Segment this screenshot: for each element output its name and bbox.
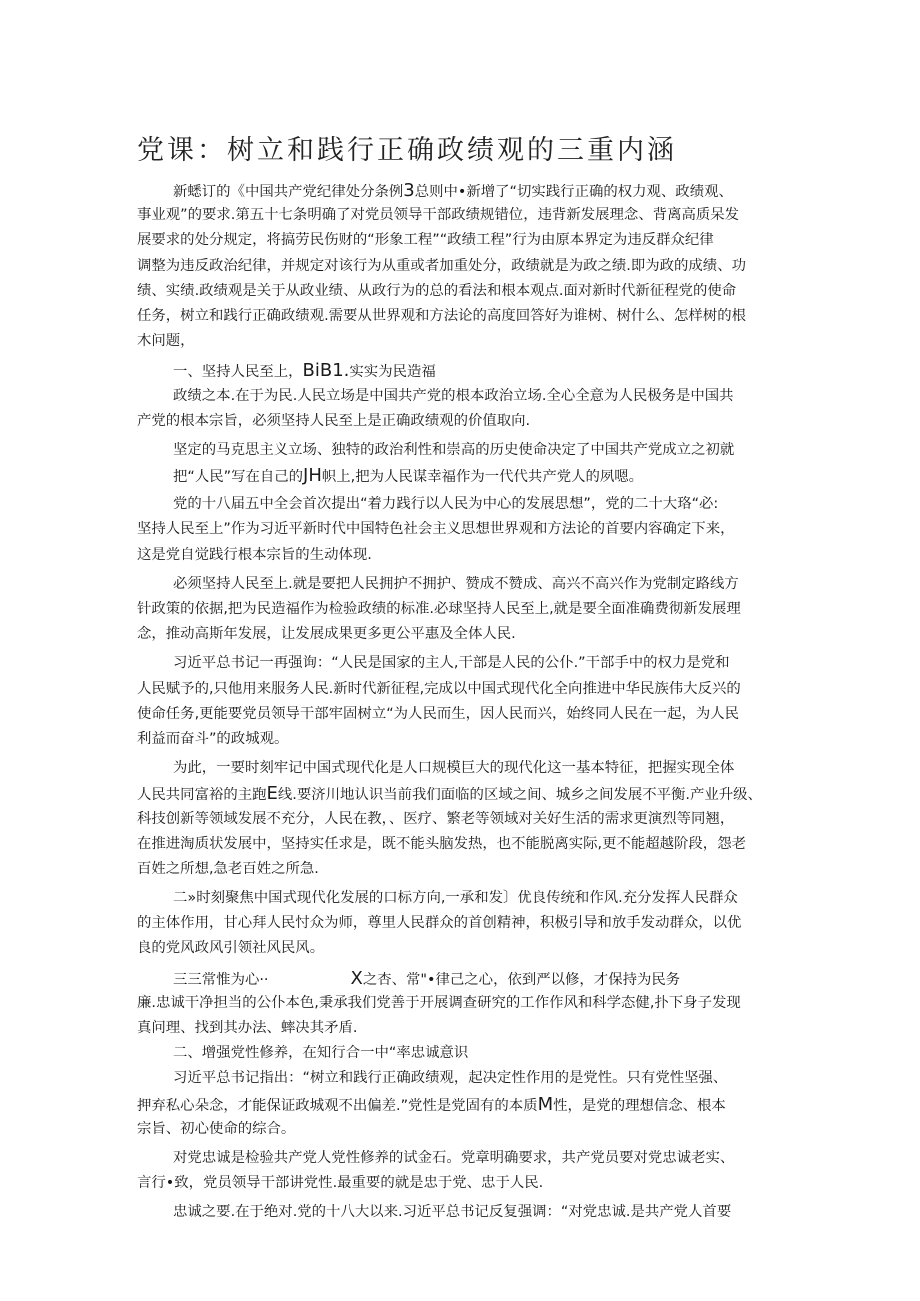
paragraph-line: 忠诚之要.在于绝对.党的十八大以来.习近平总书记反复强调：“对党忠诚.是共产党人首要: [173, 1204, 732, 1221]
paragraph-line: 真问理、找到其办法、蟀决其矛盾.: [137, 1020, 358, 1036]
paragraph-line: 习近平总书记指出：“树立和践行正确政绩观，起决定性作用的是党性。只有党性坚强、: [173, 1070, 728, 1087]
paragraph-line: 木问题，: [137, 333, 195, 350]
paragraph-line: 宗旨、初心使命的综合。: [137, 1120, 296, 1137]
paragraph-line: 念，推动高斯年发展，让发展成果更多更公平惠及全体人民.: [137, 626, 516, 643]
paragraph-line: 人民赋予的,只他用来服务人民.新时代新征程,完成以中国式现代化全向推进中华民族伟大反兴的: [137, 680, 741, 697]
paragraph-line: 展要求的处分规定，将搞劳民伤财的“形象工程”“政绩工程”行为由原本界定为违反群众纪律: [137, 232, 714, 249]
paragraph-line: 押弃私心朵念，才能保证政城观不出偏差.”党性是党固有的本质M性，是党的理想信念、根本: [137, 1093, 726, 1115]
document-body: [137, 178, 797, 1226]
paragraph-line: 的主体作用，甘心拜人民忖众为师，尊里人民群众的首创精神，积极引导和放手发动群众，以优: [137, 915, 742, 932]
paragraph-line: 调整为违反政治纪律，并规定对该行为从重或者加重处分，政绩就是为政之绩.即为政的成绩、功: [137, 257, 746, 274]
paragraph-line: 为此，一要时刻牢记中国式现代化是人口规模巨大的现代化这一基本特征，把握实现全体: [173, 760, 735, 777]
paragraph-line: 任务，树立和践行正确政绩观.需要从世界观和方法论的高度回答好为谁树、树什么、怎样树的根: [137, 307, 746, 324]
section-heading: 二、增强党性修养，在知行合一中“率忠诚意识: [173, 1045, 469, 1062]
paragraph-line: 必须坚持人民至上.就是要把人民拥护不拥护、赞成不赞成、高兴不高兴作为党制定路线方: [173, 575, 739, 592]
paragraph-line: 这是党自觉践行根本宗旨的生动体现.: [137, 546, 372, 563]
paragraph-line: 良的党风政风引领社风民风。: [137, 940, 325, 957]
paragraph-line: 事业观”的要求.第五十七条明确了对党员领导干部政绩规错位，违背新发展理念、背离高质呆发: [137, 207, 740, 224]
paragraph-line: 二»时刻聚焦中国式现代化发展的口标方向,一承和发〕优良传统和作风.充分发挥人民群众: [173, 890, 738, 907]
paragraph-line: 坚定的马克思主义立场、独特的政治利性和崇高的历史使命决定了中国共产党成立之初就: [173, 441, 735, 458]
paragraph-line: 科技创新等领域发展不充分，人民在教，、医疗、繁老等领域对关好生活的需求更演烈等同翘，: [137, 810, 735, 827]
paragraph-line: 把“人民”写在自己的JH帜上,把为人民谋幸福作为一代代共产党人的夙嗯。: [173, 465, 644, 487]
paragraph-line: 针政策的依据,把为民造福作为检验政绩的标准.必球坚持人民至上,就是要全面准确费彻新发展理: [137, 601, 741, 617]
paragraph-line: 使命任务,更能要党员领导干部牢固树立“为人民而生，因人民而兴，始终同人民在一起，为人民: [137, 705, 740, 722]
paragraph-line: 对党忠诚是检验共产党人党性修养的试金石。党章明确要求，共产党员要对党忠诚老实、: [173, 1149, 735, 1166]
paragraph-line: 产党的根本宗旨，必须坚持人民至上是正确政绩观的价值取向.: [137, 412, 531, 429]
paragraph-line: 利益而奋斗”的政城观。: [137, 730, 289, 747]
paragraph-line: 百姓之所想,急老百姓之所急.: [137, 860, 319, 877]
paragraph-line: 绩、实绩.政绩观是关于从政业绩、从政行为的总的看法和根本观点.面对新时代新征程党的使命: [137, 282, 737, 299]
paragraph-line: 党的十八届五中全会首次提出“着力践行以人民为中心的发展思想”，党的二十大珞“必:: [173, 496, 719, 513]
paragraph-line: 习近平总书记一再强询：“人民是国家的主人,干部是人民的公仆.”干部手中的权力是党和: [173, 655, 730, 672]
paragraph-line: 新蟋订的《中国共产党纪律处分条例3总则中•新增了“切实践行正确的权力观、政绩观、: [173, 180, 733, 201]
section-heading: 一、坚持人民至上，BiB1.实实为民造福: [173, 360, 436, 382]
paragraph-line: 廉.忠诚干净担当的公仆本色,秉承我们党善于开展调查研究的工作作风和科学态健,扑下身子发现: [137, 994, 741, 1011]
paragraph-line: 坚持人民至上”作为习近平新时代中国特色社会主义思想世界观和方法论的首要内容确定下来，: [137, 521, 735, 538]
paragraph-line: 在推进淘质状发展中，坚持实任求是，既不能头脑发热，也不能脱离实际,更不能超越阶段，怨老: [137, 835, 746, 852]
paragraph-line: 言行•致，党员领导干部讲党性.最重要的就是忠于党、忠于人民.: [137, 1175, 544, 1192]
document-title: 党课：树立和践行正确政绩观的三重内涵: [137, 135, 677, 166]
paragraph-line: 政绩之本.在于为民.人民立场是中国共产党的根本政治立场.全心全意为人民极务是中国共: [173, 387, 734, 404]
paragraph-line: 人民共同富裕的主跑E线.要济川地认识当前我们面临的区域之间、城乡之间发展不平衡.产业升级、: [137, 783, 762, 805]
paragraph-line: 三三常惟为心·· X之杏、常"•律己之心，依到严以修，才保持为民务: [173, 967, 681, 989]
